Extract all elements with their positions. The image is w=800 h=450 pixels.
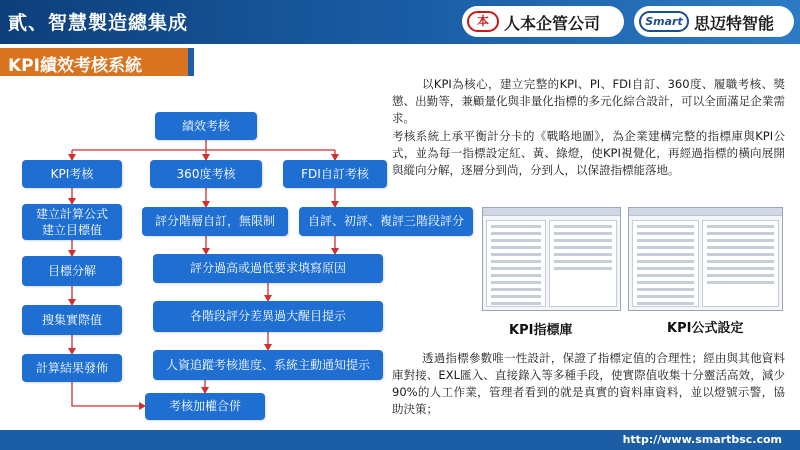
flow-node-kpi: KPI考核 <box>22 160 122 188</box>
flow-node-360: 360度考核 <box>150 160 262 188</box>
intro-paragraph: 以KPI為核心，建立完整的KPI、PI、FDI自訂、360度、履職考核、獎懲、出勤等，兼顧量化與非量化指標的多元化綜合設計，可以全面滿足企業需求。 <box>392 77 785 125</box>
flow-node-fdi-detail: 自評、初評、複評三階段評分 <box>299 207 473 236</box>
flow-node-weighted-merge: 考核加權合併 <box>145 393 265 420</box>
kpi-library-caption: KPI指標庫 <box>509 323 573 338</box>
connector-publish-merge <box>72 382 145 406</box>
flow-node-kpi-formula: 建立計算公式 建立目標值 <box>22 204 122 240</box>
flow-node-stage-diff: 各階段評分差異過大醒目提示 <box>153 301 383 332</box>
smart-logo-icon: Smart <box>639 11 689 32</box>
brand-name-renben: 人本企管公司 <box>504 14 601 33</box>
page-title: 貳、智慧製造總集成 <box>8 12 189 34</box>
kpi-formula-caption: KPI公式設定 <box>667 321 744 336</box>
kpi-library-screenshot <box>482 207 621 311</box>
flow-node-root: 績效考核 <box>155 112 257 140</box>
renben-logo-icon: 本 <box>467 11 499 32</box>
kpi-formula-screenshot <box>628 207 783 311</box>
section-title: KPI績效考核系統 <box>8 56 142 76</box>
brand-name-smart: 思迈特智能 <box>694 14 775 33</box>
balanced-scorecard-paragraph: 考核系統上承平衡計分卡的《戰略地圖》，為企業建構完整的指標庫與KPI公式，並為每一指標設定紅、黃、綠燈，使KPI視覺化，再經過指標的橫向展開與縱向分解，逐層分到尚，分到人，以保證指標能落地。 <box>392 129 785 177</box>
flow-node-range-reason: 評分過高或過低要求填寫原因 <box>153 254 383 283</box>
flow-node-360-detail: 評分階層自訂，無限制 <box>142 207 288 236</box>
data-collection-paragraph: 透過指標參數唯一性設計，保證了指標定值的合理性；經由與其他資料庫對接、EXL匯入、直接錄入等多種手段，使實際值收集十分靈活高效，減少90%的人工作業，管理者看到的就是真實的資料庫資料，並以燈號示警，協助決策； <box>392 351 785 416</box>
flow-node-collect-actual: 搜集實際值 <box>22 305 122 335</box>
flow-node-fdi: FDI自訂考核 <box>283 160 387 188</box>
flow-node-hr-tracking: 人資追蹤考核進度、系統主動通知提示 <box>153 350 383 380</box>
website-url: http://www.smartbsc.com <box>622 433 782 446</box>
flow-node-goal-decomp: 目標分解 <box>22 256 122 286</box>
flow-node-publish-result: 計算結果發佈 <box>22 354 122 382</box>
